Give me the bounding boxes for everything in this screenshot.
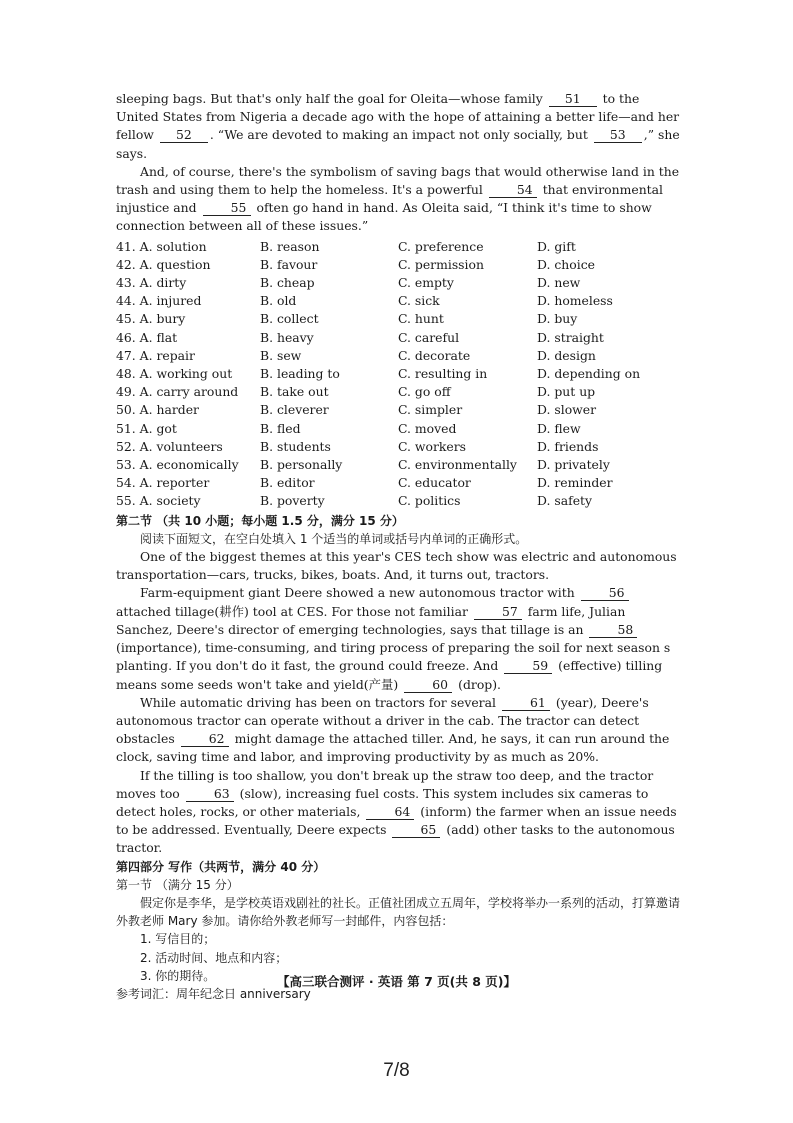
choice-c: C. resulting in [398,366,488,382]
blank-57: 57 [474,605,522,620]
choice-table [116,238,682,511]
choice-c: C. decorate [398,347,471,363]
passage2-paragraph1: One of the biggest themes at this year's CES tech show was electric and autonomous transportation—cars, trucks, bikes, boats. And, it turns out, tractors. [116,549,677,583]
choice-a: 43. A. dirty [116,275,187,291]
choice-d: D. homeless [537,293,613,309]
choice-b: B. collect [260,311,319,327]
text: ,” she says. [116,127,680,161]
choice-c: C. environmentally [398,457,517,473]
blank-64: 64 [366,805,414,820]
choice-a: 49. A. carry around [116,384,239,400]
blank-53: 53 [594,128,642,143]
choice-c: C. workers [398,438,467,454]
choice-d: D. slower [537,402,597,418]
blank-56: 56 [581,586,629,601]
text: that environmental injustice and [116,182,663,216]
blank-61: 61 [502,696,550,711]
passage2-paragraph2 [116,584,682,693]
choice-c: C. politics [398,493,461,509]
choice-a: 50. A. harder [116,402,199,418]
choice-b: B. old [260,293,297,309]
text: Farm-equipment giant Deere showed a new autonomous tractor with [140,585,575,601]
prompt-item: 1. 写信目的； [140,932,216,947]
part4-subheading: 第一节 （满分 15 分） [116,877,239,892]
page-footer: 【高三联合测评 · 英语 第 7 页(共 8 页)】 [276,974,517,989]
choice-a: 47. A. repair [116,347,195,363]
exam-page [116,90,682,1003]
text: sleeping bags. But that's only half the goal for Oleita—whose family [116,91,543,106]
choice-c: C. empty [398,275,454,291]
choice-d: D. depending on [537,366,641,382]
passage1-paragraph1 [116,90,682,163]
choice-d: D. friends [537,438,599,454]
choice-b: B. poverty [260,493,325,509]
text: to the United States from Nigeria a decade ago with the hope of attaining a better life—and her fellow [116,91,680,143]
choice-c: C. moved [398,420,457,436]
blank-54: 54 [489,183,537,198]
text: (drop). [458,676,501,692]
text: And, of course, there's the symbolism of saving bags that would otherwise land in the trash and using them to help the homeless. It's a powerful [116,163,680,198]
choice-b: B. leading to [260,366,340,382]
choice-c: C. permission [398,256,484,272]
choice-b: B. cheap [260,275,315,291]
choice-a: 44. A. injured [116,293,202,309]
choice-a: 46. A. flat [116,329,178,345]
text: While automatic driving has been on tractors for several [140,694,496,710]
choice-a: 52. A. volunteers [116,438,223,454]
passage2-paragraph3 [116,694,682,767]
choice-a: 53. A. economically [116,457,239,473]
choice-b: B. students [260,438,331,454]
choice-d: D. buy [537,311,578,327]
choice-b: B. reason [260,238,320,254]
choice-c: C. careful [398,329,460,345]
choice-a: 51. A. got [116,420,177,436]
text: If the tilling is too shallow, you don't break up the straw too deep, and the tractor moves too [116,767,654,801]
text: (slow), increasing fuel costs. This system includes six cameras to detect holes, rocks, or other materials, [116,785,649,819]
passage1-paragraph2 [116,163,682,236]
text: . “We are devoted to making an impact not only socially, but [209,127,588,143]
section2-instruction: 阅读下面短文，在空白处填入 1 个适当的单词或括号内单词的正确形式。 [140,531,528,546]
blank-62: 62 [181,732,229,747]
choice-d: D. privately [537,457,610,473]
text: farm life, Julian Sanchez, Deere's director of emerging technologies, says that tillage is an [116,603,626,637]
choice-b: B. take out [260,384,329,400]
choice-c: C. preference [398,238,484,254]
choice-b: B. favour [260,256,318,272]
blank-59: 59 [504,659,552,674]
choice-d: D. flew [537,420,581,436]
choice-a: 54. A. reporter [116,475,210,491]
choice-b: B. heavy [260,329,314,345]
blank-60: 60 [404,678,452,693]
choice-d: D. choice [537,256,595,272]
blank-55: 55 [203,201,251,216]
blank-52: 52 [160,128,208,143]
text: (add) other tasks to the autonomous tractor. [116,822,675,856]
blank-51: 51 [549,92,597,107]
text: (inform) the farmer when an issue needs to be addressed. Eventually, Deere expects [116,803,677,838]
text: (effective) tilling means some seeds won't take and yield(产量) [116,658,663,692]
part4-heading: 第四部分 写作（共两节，满分 40 分） [116,859,326,874]
section2-heading: 第二节 （共 10 小题；每小题 1.5 分，满分 15 分） [116,513,404,528]
choice-d: D. put up [537,384,596,400]
choice-a: 45. A. bury [116,311,186,327]
choice-b: B. fled [260,420,301,436]
choice-a: 41. A. solution [116,238,207,254]
choice-a: 42. A. question [116,256,211,272]
choice-c: C. go off [398,384,451,400]
blank-58: 58 [589,623,637,638]
reference-vocab: 参考词汇：周年纪念日 anniversary [116,986,311,1001]
text: (importance), time-consuming, and tiring process of preparing the soil for next season s planting. If you don't do it fast, the ground could freeze. And [116,640,671,674]
choice-a: 55. A. society [116,493,201,509]
page-indicator: 7/8 [383,1060,410,1081]
prompt-item: 2. 活动时间、地点和内容； [140,950,288,965]
choice-c: C. sick [398,293,440,309]
choice-d: D. new [537,275,581,291]
choice-b: B. personally [260,457,343,473]
choice-d: D. safety [537,493,593,509]
choice-d: D. gift [537,238,576,254]
blank-63: 63 [186,787,234,802]
prompt-item: 3. 你的期待。 [140,968,216,983]
text: attached tillage(耕作) tool at CES. For those not familiar [116,603,468,619]
choice-b: B. editor [260,475,315,491]
choice-d: D. reminder [537,475,613,491]
choice-d: D. design [537,347,596,363]
text: often go hand in hand. As Oleita said, “I think it's time to show connection between all of these issues.” [116,200,652,234]
choice-a: 48. A. working out [116,366,233,382]
choice-b: B. cleverer [260,402,329,418]
choice-c: C. hunt [398,311,444,327]
writing-prompt: 假定你是李华，是学校英语戏剧社的社长。正值社团成立五周年，学校将举办一系列的活动，打算邀请外教老师 Mary 参加。请你给外教老师写一封邮件，内容包括： [116,895,681,929]
blank-65: 65 [392,823,440,838]
choice-c: C. simpler [398,402,463,418]
choice-d: D. straight [537,329,604,345]
choice-b: B. sew [260,347,302,363]
text: might damage the attached tiller. And, he says, it can run around the clock, saving time and labor, and improving productivity by as much as 20%. [116,731,670,765]
passage2-paragraph4 [116,767,682,858]
choice-c: C. educator [398,475,471,491]
text: (year), Deere's autonomous tractor can operate without a driver in the cab. The tractor can detect obstacles [116,694,649,747]
